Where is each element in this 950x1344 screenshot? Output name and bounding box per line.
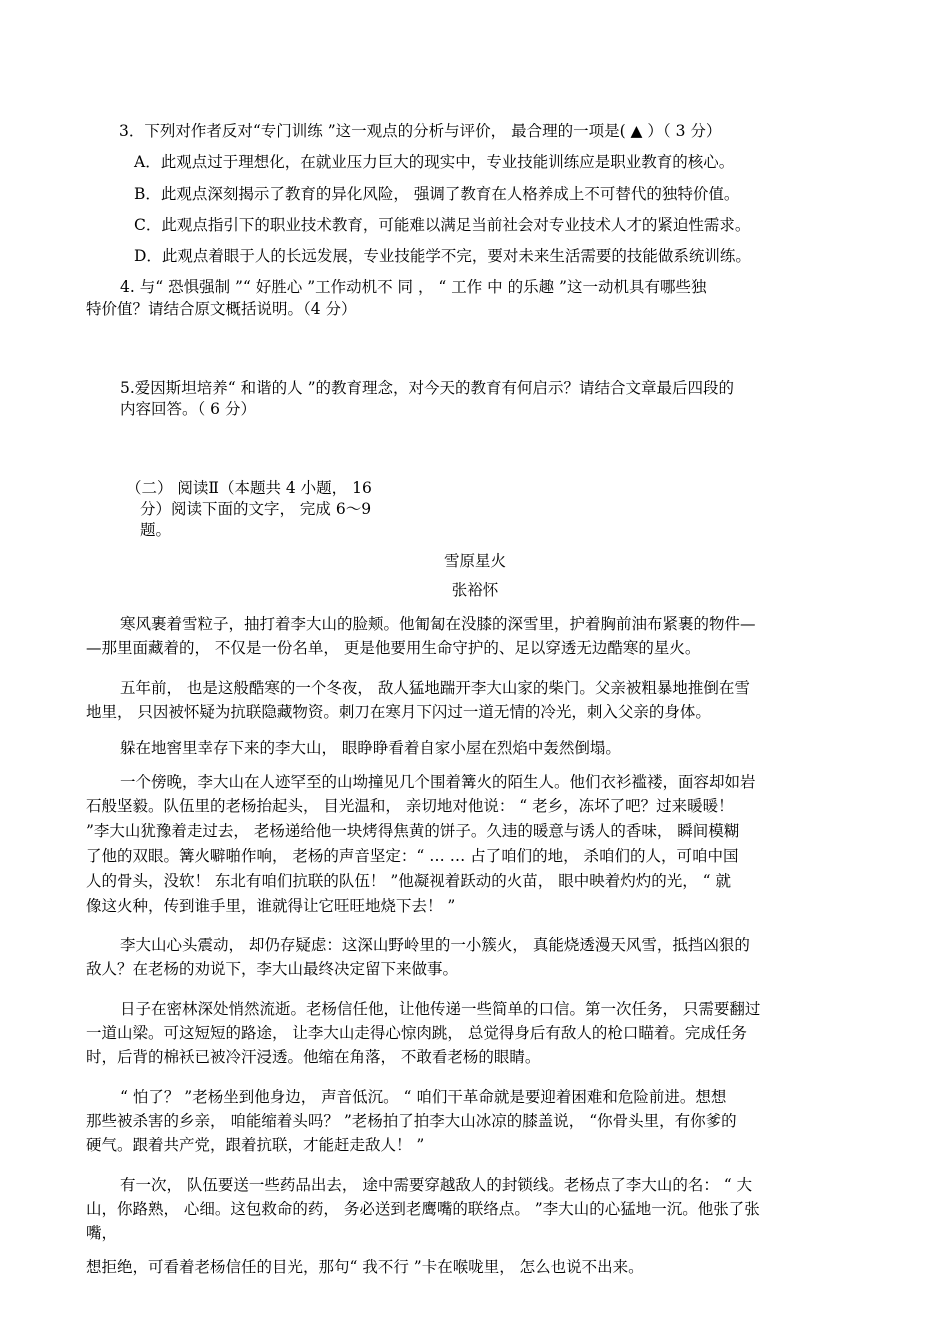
story-line: —那里面藏着的， 不仅是一份名单， 更是他要用生命守护的、足以穿透无边酷寒的星火。 [86,639,701,657]
story-line: 寒风裹着雪粒子，抽打着李大山的脸颊。他匍匐在没膝的深雪里，护着胸前油布紧裹的物件— [120,615,756,633]
question-3-option-a: A．此观点过于理想化，在就业压力巨大的现实中，专业技能训练应是职业教育的核心。 [134,153,735,171]
story-line: 五年前， 也是这般酷寒的一个冬夜， 敌人猛地踹开李大山家的柴门。父亲被粗暴地推倒在雪 [120,679,750,697]
story-line: 了他的双眼。篝火噼啪作响， 老杨的声音坚定：“ … … 占了咱们的地， 杀咱们的人，可咱中国 [86,847,739,865]
story-line: “ 怕了？ ”老杨坐到他身边， 声音低沉。 “ 咱们干革命就是要迎着困难和危险前进。想想 [120,1088,727,1106]
story-line: 人的骨头，没软！ 东北有咱们抗联的队伍！ ”他凝视着跃动的火苗， 眼中映着灼灼的光， “ 就 [86,872,731,890]
story-line: ”李大山犹豫着走过去， 老杨递给他一块烤得焦黄的饼子。久违的暖意与诱人的香味， 瞬间模糊 [86,822,740,840]
story-line: 敌人？在老杨的劝说下，李大山最终决定留下来做事。 [86,960,459,978]
question-5-line: 5.爱因斯坦培养“ 和谐的人 ”的教育理念，对今天的教育有何启示？请结合文章最后四段的 [120,379,734,397]
story-line: 日子在密林深处悄然流逝。老杨信任他，让他传递一些简单的口信。第一次任务， 只需要翻过 [120,1000,761,1018]
question-4-line: 4. 与“ 恐惧强制 ”“ 好胜心 ”工作动机不 同 ， “ 工作 中 的乐趣 ”这一动机具有哪些独 [120,278,707,296]
story-line: 嘴， [86,1224,118,1242]
story-line: 硬气。跟着共产党，跟着抗联，才能赶走敌人！ ” [86,1136,425,1154]
question-5-line: 内容回答。（ 6 分） [120,400,256,418]
story-line: 地里， 只因被怀疑为抗联隐藏物资。刺刀在寒月下闪过一道无情的冷光，刺入父亲的身体。 [86,703,711,721]
section-heading: 分）阅读下面的文字， 完成 6～9 [140,500,372,518]
question-3-stem: 3．下列对作者反对“专门训练 ”这一观点的分析与评价， 最合理的一项是( ▲ ）（ 3 分） [119,122,722,140]
story-line: 像这火种，传到谁手里，谁就得让它旺旺地烧下去！ ” [86,897,456,915]
question-3-option-c: C．此观点指引下的职业技术教育，可能难以满足当前社会对专业技术人才的紧迫性需求。 [134,216,751,234]
question-4-line: 特价值？请结合原文概括说明。（4 分） [86,300,357,318]
story-line: 石般坚毅。队伍里的老杨抬起头， 目光温和， 亲切地对他说： “ 老乡，冻坏了吧？过来暖暖！ [86,797,734,815]
story-author: 张裕怀 [451,581,499,599]
story-line: 山，你路熟， 心细。这包救命的药， 务必送到老鹰嘴的联络点。 ”李大山的心猛地一沉。他张了张 [86,1200,760,1218]
story-line: 时，后背的棉袄已被冷汗浸透。他缩在角落， 不敢看老杨的眼睛。 [86,1048,541,1066]
story-title: 雪原星火 [443,552,506,570]
story-line: 李大山心头震动， 却仍存疑虑：这深山野岭里的一小簇火， 真能烧透漫天风雪，抵挡凶狠的 [120,936,750,954]
section-heading: （二） 阅读Ⅱ（本题共 4 小题， 16 [126,479,372,497]
story-line: 一个傍晚，李大山在人迹罕至的山坳撞见几个围着篝火的陌生人。他们衣衫褴褛，面容却如岩 [120,773,756,791]
question-3-option-d: D．此观点着眼于人的长远发展，专业技能学不完，要对未来生活需要的技能做系统训练。 [134,247,751,265]
story-line: 躲在地窖里幸存下来的李大山， 眼睁睁看着自家小屋在烈焰中轰然倒塌。 [120,739,621,757]
question-3-option-b: B．此观点深刻揭示了教育的异化风险， 强调了教育在人格养成上不可替代的独特价值。 [134,185,740,203]
story-line: 想拒绝，可看着老杨信任的目光，那句“ 我不行 ”卡在喉咙里， 怎么也说不出来。 [86,1258,644,1276]
story-line: 那些被杀害的乡亲， 咱能缩着头吗？ ”老杨拍了拍李大山冰凉的膝盖说， “你骨头里，有你爹的 [86,1112,737,1130]
story-line: 一道山梁。可这短短的路途， 让李大山走得心惊肉跳， 总觉得身后有敌人的枪口瞄着。完成任务 [86,1024,747,1042]
section-heading: 题。 [140,521,172,539]
story-line: 有一次， 队伍要送一些药品出去， 途中需要穿越敌人的封锁线。老杨点了李大山的名： “ 大 [120,1176,753,1194]
